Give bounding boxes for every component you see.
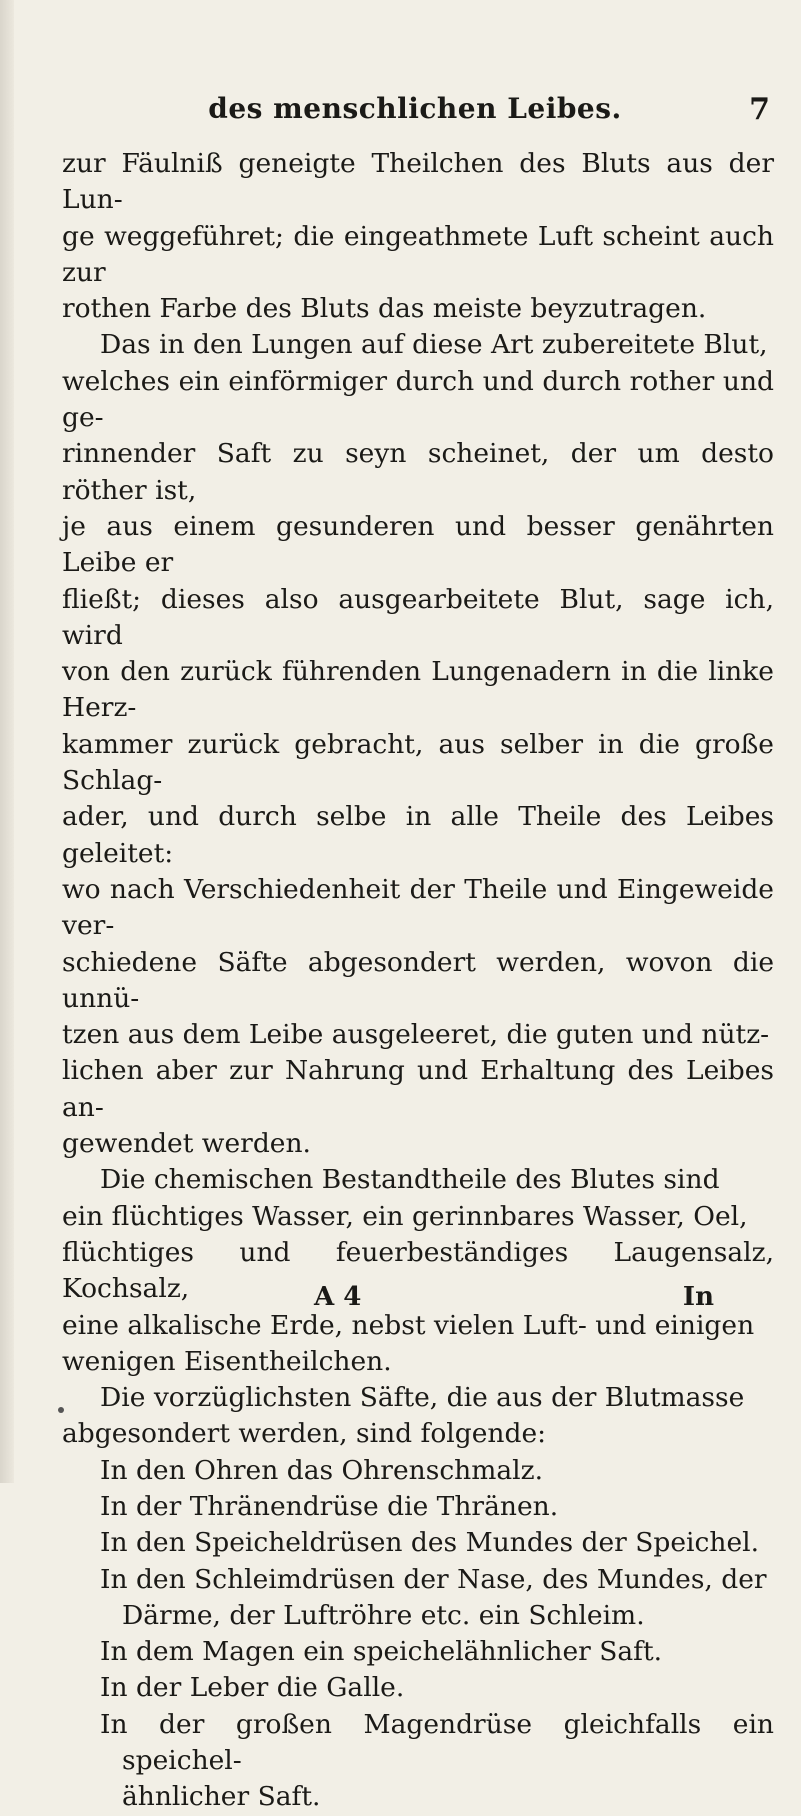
running-title: des menschlichen Leibes. [208, 92, 622, 125]
list-item [62, 1707, 774, 1816]
text-line: In den Schleimdrüsen der Nase, des Mundes, der [100, 1563, 767, 1595]
text-line: In der großen Magendrüse gleichfalls ein speichel- [100, 1708, 774, 1777]
ink-spot [58, 1407, 64, 1413]
text-line: ein flüchtiges Wasser, ein gerinnbares Wasser, Oel, [62, 1200, 748, 1232]
text-line: ader, und durch selbe in alle Theile des Leibes geleitet: [62, 801, 774, 869]
text-line: welches ein einförmiger durch und durch rother und ge- [62, 365, 774, 434]
body-text [62, 146, 774, 1816]
text-line: Die vorzüglichsten Säfte, die aus der Blutmasse [100, 1382, 745, 1414]
text-line: In den Speicheldrüsen des Mundes der Speichel. [100, 1527, 760, 1559]
text-line: eine alkalische Erde, nebst vielen Luft- und einigen [62, 1309, 755, 1341]
page-number: 7 [749, 92, 770, 127]
text-line: rothen Farbe des Bluts das meiste beyzutragen. [62, 293, 707, 325]
paragraph [62, 1162, 774, 1380]
text-line: In der Thränendrüse die Thränen. [100, 1490, 559, 1522]
text-line: Därme, der Luftröhre etc. ein Schleim. [122, 1599, 645, 1631]
text-line: ge weggeführet; die eingeathmete Luft scheint auch zur [62, 220, 774, 288]
catchword: In [682, 1282, 714, 1312]
text-line: gewendet werden. [62, 1128, 311, 1160]
text-line: von den zurück führenden Lungenadern in die linke Herz- [62, 656, 774, 724]
list-item [62, 1562, 774, 1635]
list-item [62, 1670, 774, 1706]
text-line: abgesondert werden, sind folgende: [62, 1418, 547, 1450]
text-line: ähnlicher Saft. [122, 1781, 321, 1813]
text-line: lichen aber zur Nahrung und Erhaltung des Leibes an- [62, 1055, 774, 1123]
text-line: wo nach Verschiedenheit der Theile und Eingeweide ver- [62, 873, 774, 942]
page-binding-edge [0, 0, 14, 1483]
paragraph [62, 327, 774, 1162]
text-line: kammer zurück gebracht, aus selber in die große Schlag- [62, 728, 774, 797]
page-footer [62, 1282, 774, 1322]
signature-mark: A 4 [314, 1282, 362, 1312]
text-line: je aus einem gesunderen und besser genährten Leibe er [62, 510, 774, 579]
text-line: zur Fäulniß geneigte Theilchen des Bluts aus der Lun- [62, 148, 774, 216]
list-item [62, 1489, 774, 1525]
list-item [62, 1453, 774, 1489]
text-line: In der Leber die Galle. [100, 1672, 405, 1704]
text-line: rinnender Saft zu seyn scheinet, der um desto röther ist, [62, 438, 774, 506]
text-line: schiedene Säfte abgesondert werden, wovon die unnü- [62, 946, 774, 1014]
paragraph [62, 1380, 774, 1453]
paragraph [62, 146, 774, 327]
text-line: tzen aus dem Leibe ausgeleeret, die guten und nütz- [62, 1019, 770, 1051]
text-line: In dem Magen ein speichelähnlicher Saft. [100, 1636, 663, 1668]
text-line: flüchtiges und feuerbeständiges Laugensalz, Kochsalz, [62, 1236, 774, 1305]
text-line: Die chemischen Bestandtheile des Blutes sind [100, 1164, 720, 1196]
list-item [62, 1634, 774, 1670]
running-header [60, 92, 770, 132]
text-line: wenigen Eisentheilchen. [62, 1345, 392, 1377]
text-line: In den Ohren das Ohrenschmalz. [100, 1454, 544, 1486]
text-line: Das in den Lungen auf diese Art zubereitete Blut, [100, 329, 768, 361]
list-item [62, 1525, 774, 1561]
text-line: fließt; dieses also ausgearbeitete Blut, sage ich, wird [62, 583, 774, 651]
